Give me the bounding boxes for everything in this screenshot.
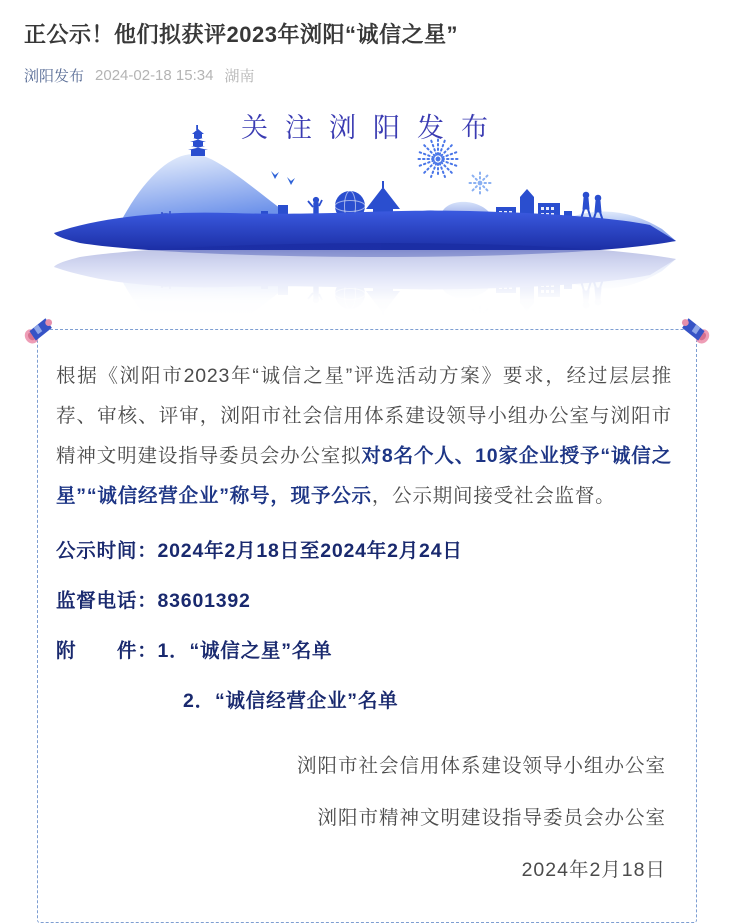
attachment-line-2: 2．“诚信经营企业”名单 <box>183 689 399 712</box>
account-name-link[interactable]: 浏阳发布 <box>24 67 85 85</box>
signature-org-2: 浏阳市精神文明建设指导委员会办公室 <box>317 806 666 829</box>
attachment-line-1 <box>56 626 672 676</box>
publicity-period-value: 2024年2月18日至2024年2月24日 <box>157 539 463 562</box>
article-header <box>0 0 729 86</box>
publicity-period-label: 公示时间： <box>56 539 158 562</box>
paragraph-normal-start: 根据《浏阳市2023年“诚信之星”评选活动方案》要求，经过层层推荐、审核、评审，浏阳市社会信用体系建设领导小组办公室与浏阳市精神文明建设指导委员会办公室拟 <box>56 364 672 467</box>
attachment-1-value: 1．“诚信之星”名单 <box>157 639 333 662</box>
birds-icon <box>271 171 295 185</box>
byline <box>24 65 705 86</box>
paragraph-normal-end: ，公示期间接受社会监督。 <box>371 484 616 507</box>
person-waving-icon <box>308 197 322 215</box>
fireworks-icon <box>418 139 493 195</box>
signature-block <box>56 740 672 896</box>
supervision-phone-value: 83601392 <box>157 589 251 612</box>
page-title: 正公示！他们拟获评2023年浏阳“诚信之星” <box>24 22 458 47</box>
city-skyline-illustration <box>50 121 680 317</box>
signature-date: 2024年2月18日 <box>521 858 666 881</box>
supervision-phone-line <box>56 576 672 626</box>
signature-org-1: 浏阳市社会信用体系建设领导小组办公室 <box>296 754 666 777</box>
notice-box <box>37 329 697 923</box>
megaphone-icon-left <box>22 314 54 346</box>
info-lines <box>56 526 672 726</box>
attachment-label: 附 件： <box>56 639 158 662</box>
notice-paragraph <box>56 356 672 516</box>
megaphone-icon-right <box>680 314 712 346</box>
publish-location: 湖南 <box>224 67 255 85</box>
publish-datetime: 2024-02-18 15:34 <box>95 66 214 84</box>
banner-caption: 关注浏阳发布 <box>241 112 505 144</box>
paragraph-bold-emphasis: 对8名个人、10家企业授予“诚信之星”“诚信经营企业”称号，现予公示 <box>56 444 672 507</box>
banner-image[interactable] <box>50 106 680 317</box>
publicity-period-line <box>56 526 672 576</box>
supervision-phone-label: 监督电话： <box>56 589 158 612</box>
